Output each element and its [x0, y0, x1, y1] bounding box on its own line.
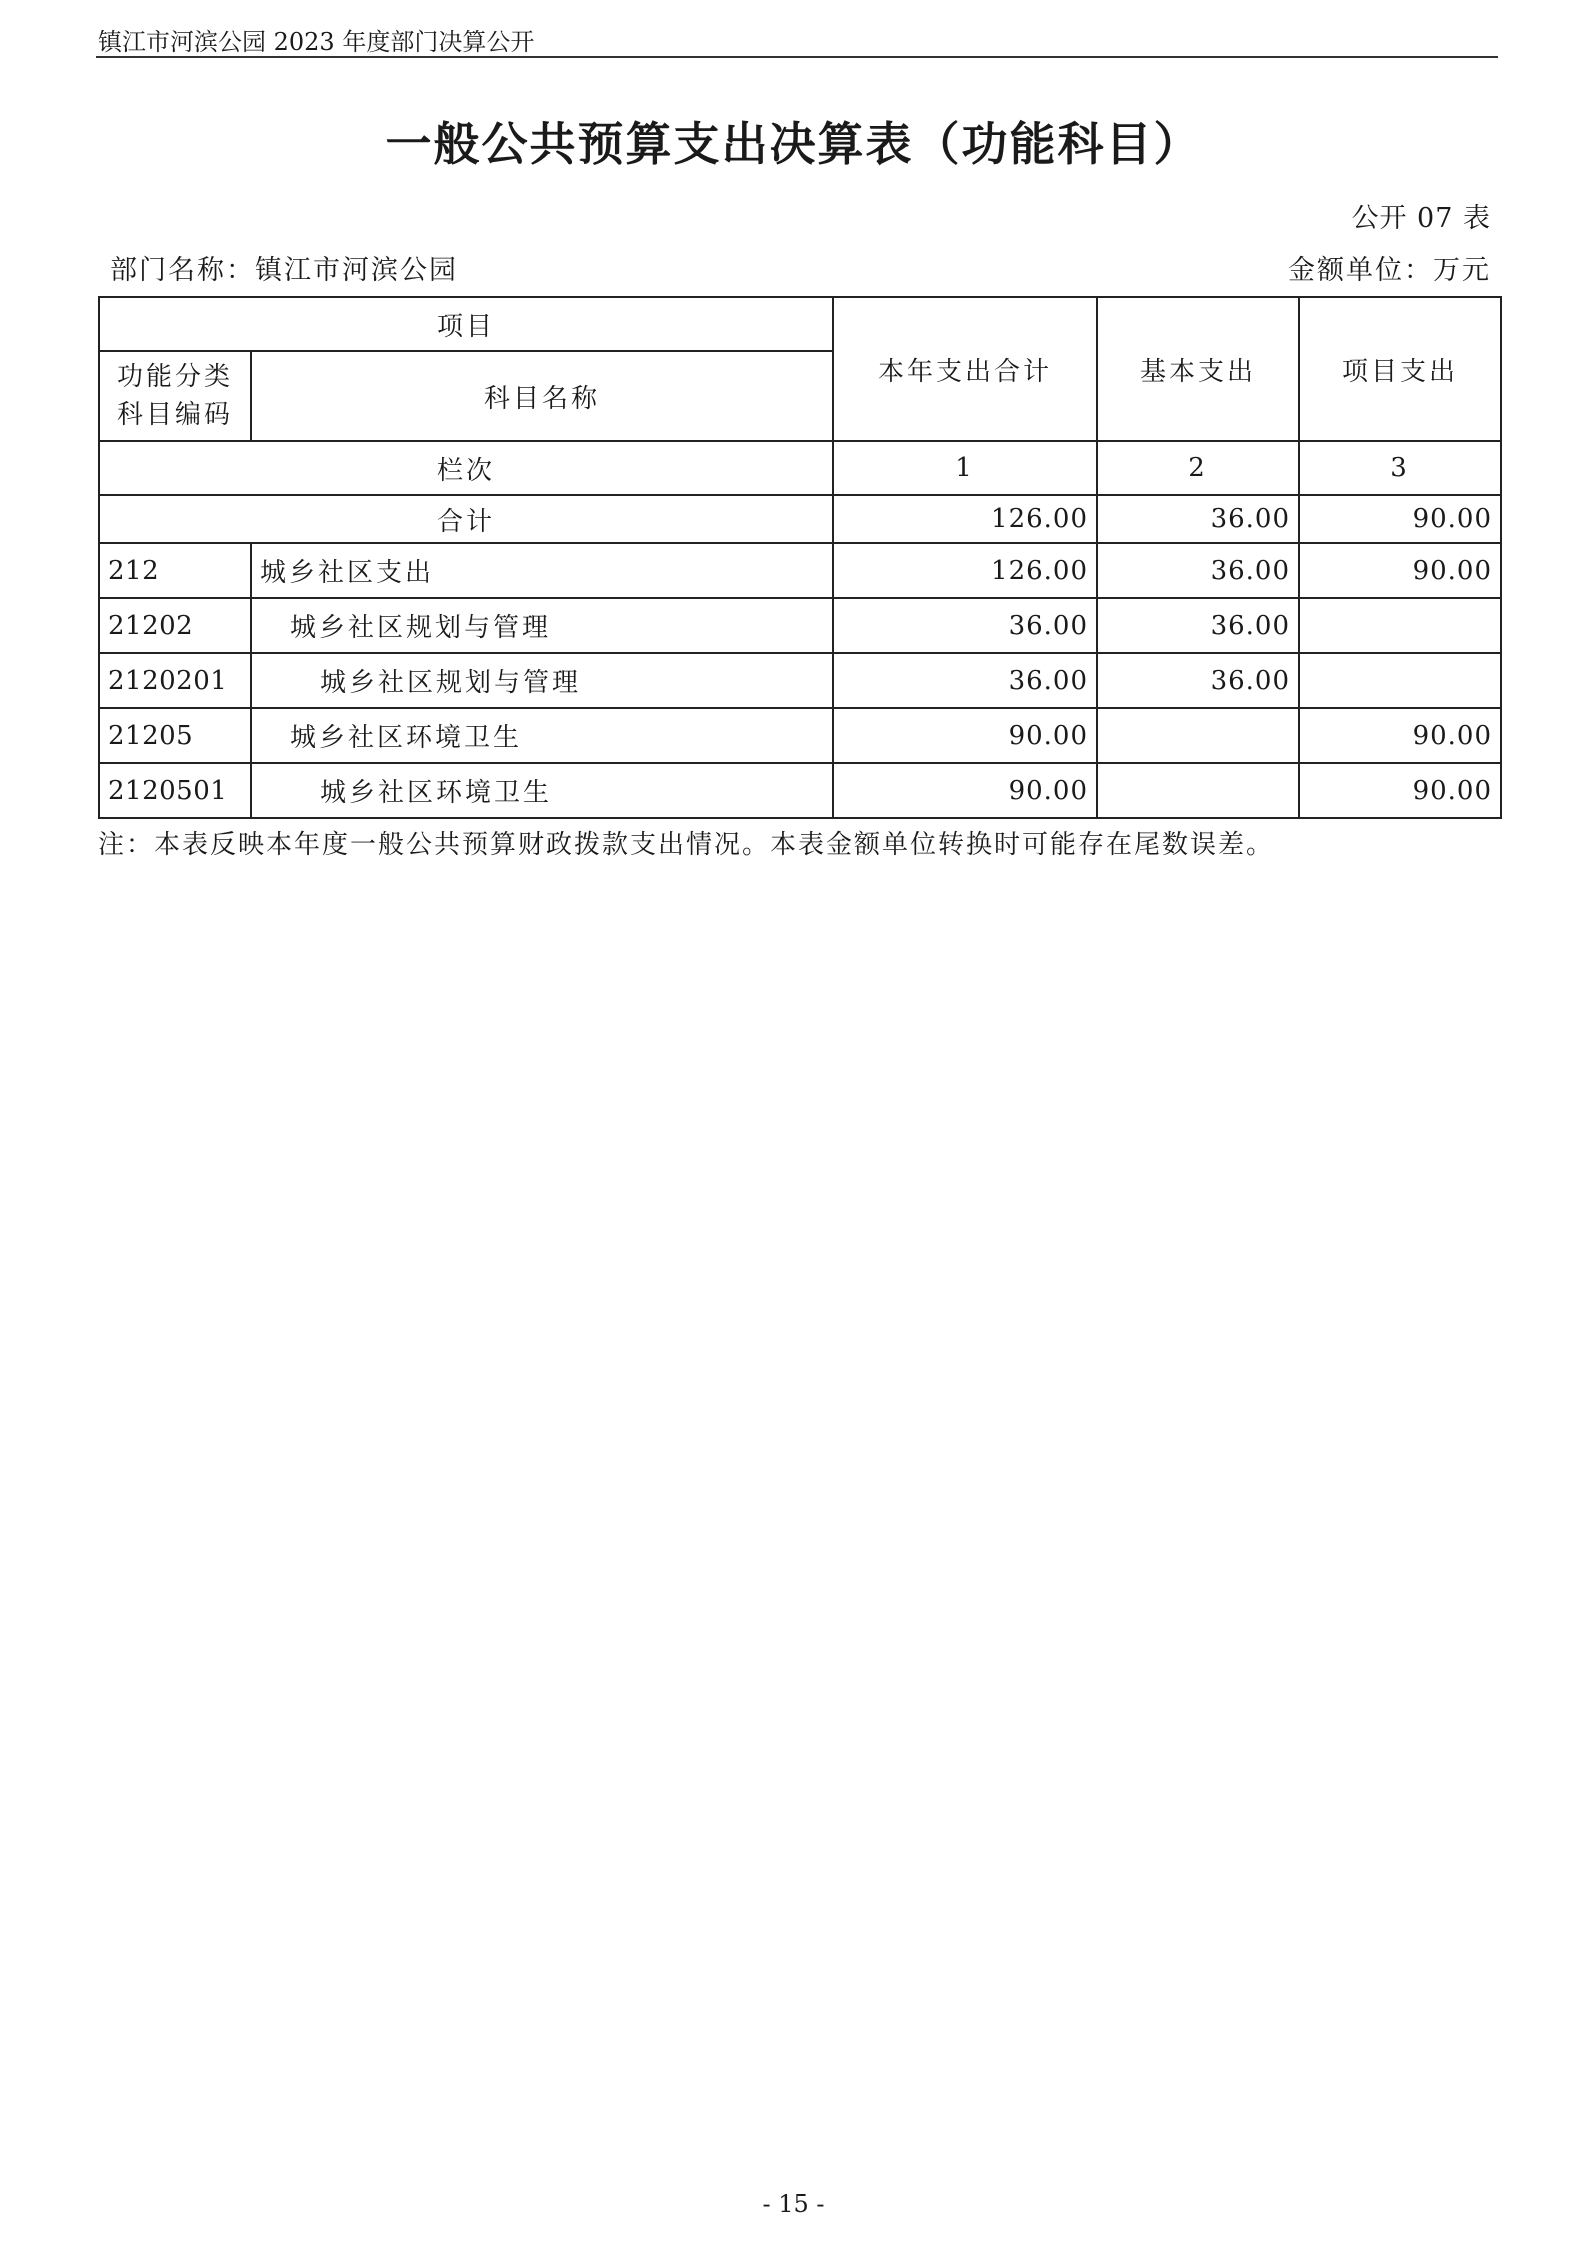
header-rule: [96, 56, 1498, 58]
row-project: 90.00: [1299, 708, 1501, 763]
running-header: 镇江市河滨公园 2023 年度部门决算公开: [98, 28, 535, 56]
header-code: [99, 351, 251, 441]
row-name: 城乡社区环境卫生: [251, 763, 833, 818]
page-number: - 15 -: [762, 2190, 825, 2218]
table-row: [99, 708, 1501, 763]
row-code: 21202: [99, 598, 251, 653]
row-name: 城乡社区规划与管理: [251, 598, 833, 653]
row-name: 城乡社区支出: [251, 543, 833, 598]
row-basic: [1097, 763, 1299, 818]
row-code: 2120501: [99, 763, 251, 818]
row-label: 栏次: [99, 441, 833, 495]
header-total: 本年支出合计: [833, 297, 1097, 441]
budget-table: [98, 296, 1502, 819]
sum-basic: 36.00: [1097, 495, 1299, 543]
sum-total: 126.00: [833, 495, 1097, 543]
page-title: 一般公共预算支出决算表（功能科目）: [385, 117, 1202, 171]
form-code: 公开 07 表: [1351, 203, 1491, 234]
header-project: 项目: [99, 297, 833, 351]
col-index-3: 3: [1299, 441, 1501, 495]
row-basic: 36.00: [1097, 653, 1299, 708]
col-index-2: 2: [1097, 441, 1299, 495]
row-project: 90.00: [1299, 543, 1501, 598]
row-basic: 36.00: [1097, 598, 1299, 653]
column-index-row: [99, 441, 1501, 495]
sum-label: 合计: [99, 495, 833, 543]
row-project: 90.00: [1299, 763, 1501, 818]
row-code: 212: [99, 543, 251, 598]
table-row: [99, 653, 1501, 708]
header-code-line1: 功能分类: [116, 362, 233, 392]
row-name: 城乡社区规划与管理: [251, 653, 833, 708]
header-code-line2: 科目编码: [116, 400, 233, 430]
header-row-1: [99, 297, 1501, 351]
header-basic: 基本支出: [1097, 297, 1299, 441]
table-row: [99, 763, 1501, 818]
row-total: 36.00: [833, 653, 1097, 708]
row-basic: 36.00: [1097, 543, 1299, 598]
row-total: 90.00: [833, 763, 1097, 818]
header-project-expense: 项目支出: [1299, 297, 1501, 441]
row-project: [1299, 653, 1501, 708]
row-name: 城乡社区环境卫生: [251, 708, 833, 763]
table-row: [99, 543, 1501, 598]
row-code: 2120201: [99, 653, 251, 708]
header-name: 科目名称: [251, 351, 833, 441]
row-total: 36.00: [833, 598, 1097, 653]
department-name: 部门名称：镇江市河滨公园: [110, 255, 458, 286]
sum-project: 90.00: [1299, 495, 1501, 543]
row-total: 90.00: [833, 708, 1097, 763]
table-row: [99, 598, 1501, 653]
sum-row: [99, 495, 1501, 543]
amount-unit: 金额单位：万元: [1288, 255, 1491, 286]
row-code: 21205: [99, 708, 251, 763]
row-project: [1299, 598, 1501, 653]
footnote: 注：本表反映本年度一般公共预算财政拨款支出情况。本表金额单位转换时可能存在尾数误差。: [98, 830, 1275, 860]
row-total: 126.00: [833, 543, 1097, 598]
col-index-1: 1: [833, 441, 1097, 495]
row-basic: [1097, 708, 1299, 763]
